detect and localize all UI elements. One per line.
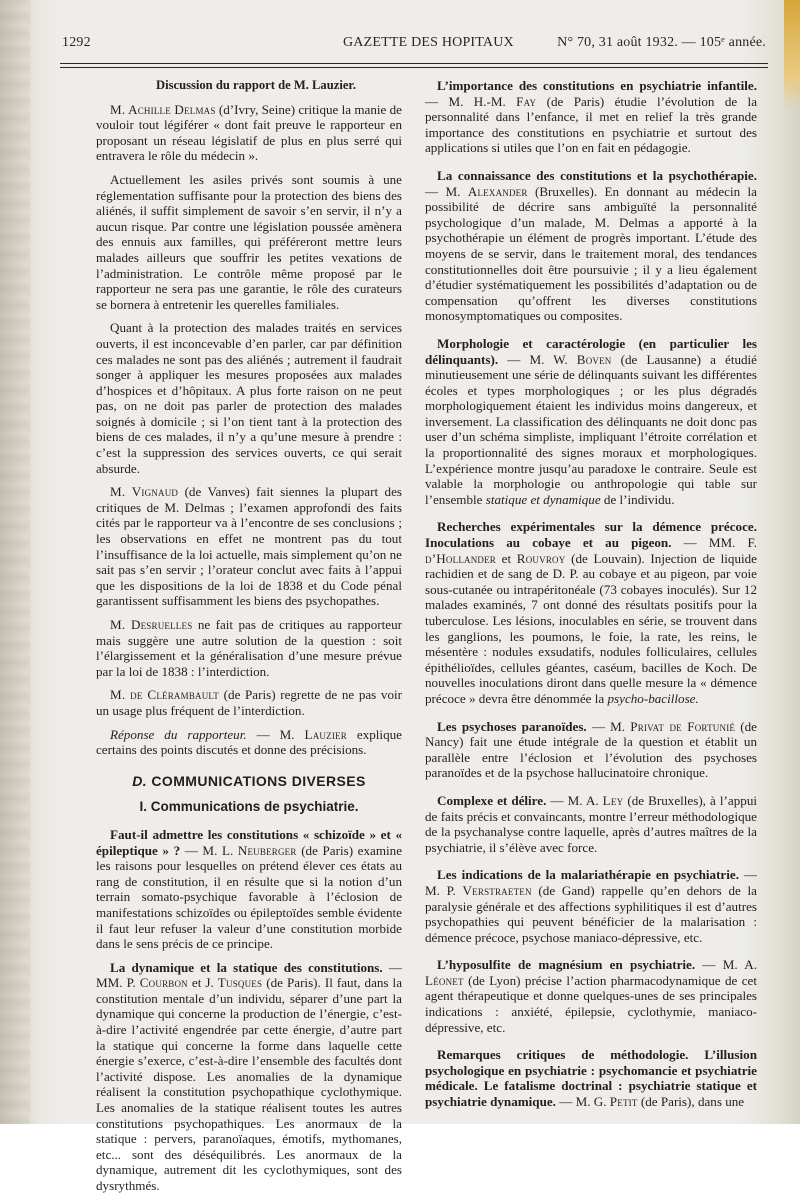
communication-title: Les psychoses paranoïdes.: [437, 718, 587, 734]
paragraph-petit: [425, 1047, 757, 1109]
body-text: (de Paris), dans une: [637, 1094, 745, 1110]
communication-title: L’hyposulfite de magnésium en psychiatrie.: [437, 957, 696, 973]
body-text: — MM. P.: [96, 959, 403, 991]
section-heading-text: COMMUNICATIONS DIVERSES: [151, 772, 366, 789]
author-name: M. Desruelles: [110, 617, 193, 632]
body-text: (d’Ivry, Seine) critique la manie de vouloir tout légiférer « dont fait preuve le rapporteur en proposant un réseau législatif de plus en plus serré qui entravera le rôle du médecin ».: [96, 101, 402, 164]
body-text: — M. L.: [180, 842, 238, 858]
binding-gutter: [0, 0, 30, 1124]
body-text: (de Bruxelles), à l’appui de faits précis et convaincants, montre l’erreur méthodologique de la psychanalyse contre laquelle, après d’autres maîtres de la psychiatrie, il s’élève avec force.: [425, 792, 758, 855]
author-name: M. Achille Delmas: [110, 101, 216, 117]
body-text: et: [496, 550, 517, 566]
paragraph-ley: [425, 793, 757, 855]
page-corner-tab: [784, 0, 800, 110]
paragraph-services-ouverts: Quant à la protection des malades traités en services ouverts, il est inconcevable d’en parler, car par définition ces malades ne sont pas des aliénés ; autrement il faudrait songer à appliquer les mesures proposées aux malades d’hospices et d’hôpitaux. A plus forte raison on ne peut pas, on ne doit pas parler de protection des malades soignés à domicile ; si l’on tient tant à la protection des biens de ces malades, il n’y a qu’une mesure à prendre : c’est la suppression des services ouverts, ce qui serait absurde.: [96, 320, 402, 476]
paragraph-vignaud: [96, 484, 402, 609]
body-text: — M. W.: [498, 351, 577, 367]
paragraph-reponse-rapporteur: [96, 727, 402, 758]
right-column: [425, 78, 757, 1122]
page-number: 1292: [62, 35, 91, 50]
author-name: Boven: [576, 351, 612, 367]
author-name: Privat de Fortunié: [630, 718, 736, 734]
header-rule-top: [60, 63, 768, 64]
communication-title: Les indications de la malariathérapie en psychiatrie.: [437, 867, 739, 883]
author-name: Ley: [602, 792, 624, 808]
body-text: (de Lausanne) a étudié minutieusement une série de délinquants suivant les différentes écoles et types morphologiques ; or les plus dégradés morphologiquement étaient les individus moins dangereux, et inversement. La classification des délinquants ne doit donc pas user d’un schéma simpliste, impliquant l’étroite corrélation et la proportionnalité des signes moraux et morphologiques. L’expérience montre jusqu’au paradoxe le contraire. Seule est valable la morphologie ou anthropologie qui table sur l’ensemble: [425, 351, 757, 507]
paragraph-asiles-prives: Actuellement les asiles privés sont soumis à une réglementation suffisante pour la protection des biens des aliénés, il suffit simplement de savoir s’en servir, il n’y a aucun risque. Par contre une législation poussée amènera des ennuis aux familles, qui préféreront mettre leurs malades ailleurs que souffrir les petites vexations de l’administration. Le contrôle même proposé par le rapporteur ne sera pas une garantie, le rôle des curateurs se bornera à entretenir les querelles familiales.: [96, 171, 402, 312]
italic-text: statique et dynamique: [485, 491, 601, 507]
paragraph-dhollander-rouvroy: [425, 519, 757, 706]
body-text: (de Louvain). Injection de liquide rachidien et de sang de D. P. au cobaye et au pigeon, par voie sous-cutanée ou intrapéritonéale (73 cobayes inoculés). Sur 12 malades examinés, 7 ont donné des résultats positifs pour la tuberculose. Les lésions, inoculables en série, se trouvent dans les ganglions, les poumons, le foie, la rate, les reins, le mésentère : nodules exsudatifs, nodules folliculaires, cellules épithélioïdes, cellules géantes, caséum, bacilles de Koch. De nouvelles inoculations diront dans quelle mesure la « démence précoce » devra être dénommée la: [425, 550, 757, 706]
body-text: (de Paris) examine les raisons pour lesquelles on prétend élever ces états au rang de constitution, il en résulte que si la notion d’un terrain somato-psychique favorable à l’éclosion de manifestations schizoïdes ou épileptoïdes semble évidente il faut leur refuser la valeur d’une constitution morbide dans le sens précis de ce principe.: [96, 842, 403, 952]
communication-title: Complexe et délire.: [437, 792, 547, 808]
body-text: — M.: [246, 726, 305, 742]
paragraph-delmas: [96, 102, 402, 164]
body-text: ne fait pas de critiques au rapporteur mais suggère une autre solution de la question : soit l’élargissement et la généralisation d’une mesure prévue par la loi de 1838 : l’interdiction.: [96, 617, 402, 679]
discussion-title: Discussion du rapport de M. Lauzier.: [155, 78, 356, 92]
body-text: (de Paris) regrette de ne pas voir un usage plus fréquent de l’interdiction.: [96, 687, 403, 718]
body-text: — M.: [586, 718, 631, 734]
paragraph-de-clerambault: [96, 687, 402, 718]
body-text: (de Nancy) fait une étude intégrale de la question et établit un parallèle entre l’éclosion et l’évolution des psychoses paranoïdes et de la psychose hallucinatoire chronique.: [425, 718, 757, 781]
communication-title: La dynamique et la statique des constitutions.: [110, 959, 383, 975]
running-header: [62, 33, 766, 55]
communication-title: Recherches expérimentales sur la démence précoce. Inoculations au cobaye et au pigeon.: [425, 519, 757, 551]
communication-title: Remarques critiques de méthodologie. L’illusion psychologique en psychiatrie : psychomancie et psychiatrie médicale. Le fatalisme doctrinal : psychiatrie statique et psychiatrie dynamique.: [425, 1047, 757, 1110]
author-name: Tusques: [217, 975, 263, 991]
author-name: Rouvroy: [516, 550, 566, 566]
paragraph-alexander: [425, 168, 757, 324]
paragraph-leonet: [425, 957, 757, 1035]
communication-title: L’importance des constitutions en psychiatrie infantile.: [437, 78, 757, 93]
italic-text: psycho-bacillose.: [607, 690, 699, 706]
communication-title: Morphologie et caractérologie (en particulier les délinquants).: [425, 335, 757, 367]
author-name: Fay: [516, 93, 537, 109]
author-name: Courbon: [139, 975, 188, 991]
body-text: et J.: [187, 975, 218, 991]
body-text: (de Vanves) fait siennes la plupart des critiques de M. Delmas ; l’examen approfondi des faits cités par le rapporteur va à l’encontre de ses conclusions ; les observations en effet ne montrent pas du tout l’insuffisance de la loi actuelle, mais simplement qu’on ne sait pas s’en servir ; l’orateur conclut avec faits à l’appui que les dispositions de la loi de 1838 et du Code pénal garantissent suffisamment les biens des psychopathes.: [96, 484, 403, 609]
body-text: — M. G.: [555, 1094, 610, 1110]
paragraph-privat-de-fortunie: [425, 719, 757, 781]
author-name: Verstraeten: [462, 882, 532, 898]
author-name: Alexander: [467, 183, 528, 199]
subsection-heading-psychiatrie: I. Communications de psychiatrie.: [139, 799, 359, 815]
body-text: (Bruxelles). En donnant au médecin la possibilité de décrire sans ambiguïté la personnalité psychologique d’un malade, M. Delmas a apporté à la psychothérapie un élément de progrès important. L’étude des moyens de se servir, dans le traitement moral, des tendances constitutionnelles doit être poursuivie ; il y a lieu également d’étudier systématiquement les possibilités d’adaptation ou de compensation qu’offrent les diverses constitutions monosymptomatiques ou composites.: [425, 183, 757, 324]
body-text: (de Gand) rappelle qu’en dehors de la paralysie générale et des affections syphilitiques il est d’autres psychopathies qui peuvent bénéficier de la malarisation : démence précoce, psychose maniaco-dépressive, etc.: [425, 882, 757, 945]
author-name: Léonet: [425, 972, 464, 988]
body-text: (de Paris). Il faut, dans la constitution mentale d’un individu, séparer d’une part la dynamique qui concerne la production de l’énergie, c’est-à-dire l’activité engendrée par cette énergie, d’autre part la statique qui concerne la forme dans laquelle cette énergie s’exerce, c’est-à-dire l’ensemble des facultés dont l’activité dispose. Les anomalies de la dynamique réalisent la constitution psychopathique cyclothymique. Les anomalies de la statique réalisent toutes les autres constitutions psychopathiques. Les anormaux de la statique : pervers, paranoïaques, émotifs, mythomanes, etc... sont des déséquilibrés. Les anormaux de la dynamique, autrement dit les cyclothymiques, sont des dysrythmés.: [96, 975, 403, 1193]
body-text: explique certains des points discutés et donne des précisions.: [96, 726, 402, 758]
author-name: d’Hollander: [425, 550, 497, 566]
body-text: — MM. F.: [671, 535, 758, 551]
author-name: M. de Clérambault: [110, 687, 220, 703]
paragraph-desruelles: [96, 617, 402, 679]
body-text: — M. P.: [425, 867, 757, 898]
italic-text: Réponse du rapporteur.: [110, 726, 247, 742]
paragraph-verstraeten: [425, 867, 757, 945]
paragraph-courbon-tusques: [96, 960, 402, 1194]
author-name: Lauzier: [304, 726, 347, 742]
body-text: (de Lyon) précise l’action pharmacodynamique de cet agent thérapeutique et donne quelques-unes de ses principales indications : anxiété, épilepsie, cyclothymie, maniaco-dépressive, etc.: [425, 972, 757, 1035]
communication-title: Faut-il admettre les constitutions « schizoïde » et « épileptique » ?: [96, 826, 402, 858]
body-text: — M. A.: [546, 792, 603, 808]
section-heading-communications: D. COMMUNICATIONS DIVERSES: [132, 772, 366, 789]
body-text: — M. A.: [695, 957, 757, 973]
body-text: de l’individu.: [600, 491, 675, 507]
body-text: — M.: [425, 183, 468, 199]
paragraph-fay: [425, 78, 757, 156]
paragraph-neuberger: [96, 827, 402, 952]
communication-title: La connaissance des constitutions et la psychothérapie.: [437, 167, 757, 183]
paragraph-boven: [425, 336, 757, 508]
body-text: (de Paris) étudie l’évolution de la personnalité dans l’enfance, il met en relief la très grande importance des constitutions en psychiatrie et surtout des applications si utiles que l’on en fait en pédagogie.: [425, 93, 757, 156]
body-text: — M. H.-M.: [425, 93, 517, 109]
left-column: [96, 78, 402, 1202]
author-name: Neuberger: [237, 842, 297, 858]
author-name: M. Vignaud: [110, 484, 179, 500]
journal-title: GAZETTE DES HOPITAUX: [343, 35, 514, 50]
author-name: Petit: [609, 1094, 638, 1110]
issue-info: N° 70, 31 août 1932. — 105ᵉ année.: [557, 35, 766, 50]
header-rule-bottom: [60, 67, 768, 68]
